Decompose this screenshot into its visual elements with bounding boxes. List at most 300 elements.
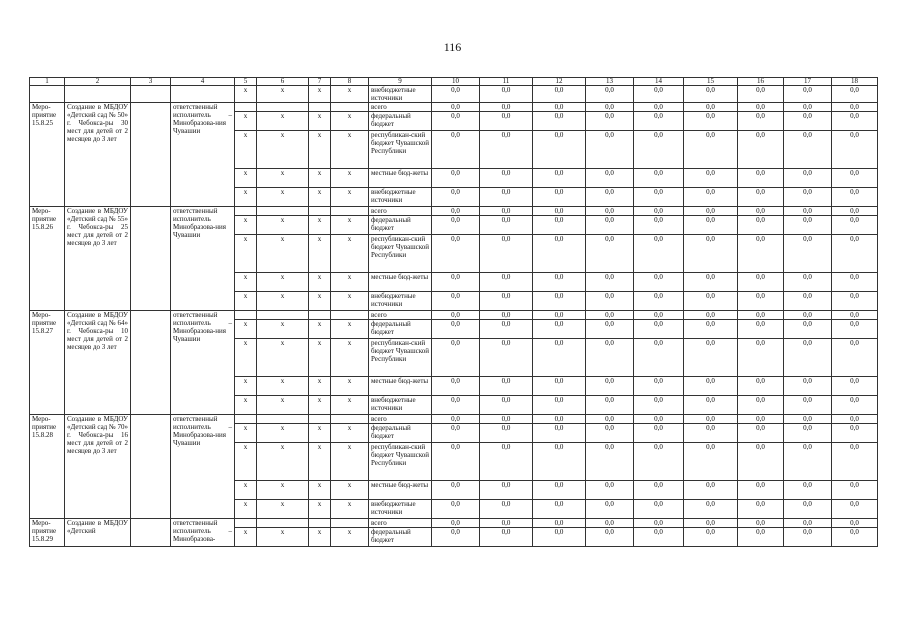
amount-cell: 0,0 bbox=[533, 292, 586, 311]
amount-cell: 0,0 bbox=[784, 377, 832, 396]
measure-id: Меро-приятие 15.8.27 bbox=[30, 311, 65, 415]
amount-cell: 0,0 bbox=[684, 481, 738, 500]
amount-cell: 0,0 bbox=[784, 320, 832, 339]
source-label: федеральный бюджет bbox=[369, 424, 432, 443]
header-cell: 3 bbox=[131, 78, 171, 86]
amount-cell: 0,0 bbox=[480, 311, 533, 320]
amount-cell: 0,0 bbox=[480, 481, 533, 500]
amount-cell: 0,0 bbox=[684, 169, 738, 188]
x-cell: x bbox=[235, 481, 257, 500]
x-cell: x bbox=[257, 377, 309, 396]
empty-cell bbox=[131, 103, 171, 207]
header-cell: 16 bbox=[738, 78, 784, 86]
x-cell: x bbox=[257, 131, 309, 169]
amount-cell: 0,0 bbox=[480, 273, 533, 292]
measure-executor: ответственный исполнитель – Минобразова-ния Чувашии bbox=[171, 415, 235, 519]
x-cell: x bbox=[257, 273, 309, 292]
x-cell: x bbox=[235, 131, 257, 169]
amount-cell: 0,0 bbox=[634, 169, 684, 188]
amount-cell: 0,0 bbox=[684, 273, 738, 292]
amount-cell: 0,0 bbox=[738, 528, 784, 547]
amount-cell: 0,0 bbox=[634, 415, 684, 424]
amount-cell: 0,0 bbox=[832, 500, 878, 519]
amount-cell: 0,0 bbox=[738, 188, 784, 207]
x-cell: x bbox=[331, 86, 369, 103]
amount-cell: 0,0 bbox=[533, 519, 586, 528]
amount-cell: 0,0 bbox=[684, 443, 738, 481]
measure-id: Меро-приятие 15.8.25 bbox=[30, 103, 65, 207]
source-label: всего bbox=[369, 519, 432, 528]
amount-cell: 0,0 bbox=[432, 311, 480, 320]
amount-cell: 0,0 bbox=[784, 519, 832, 528]
amount-cell: 0,0 bbox=[586, 235, 634, 273]
amount-cell: 0,0 bbox=[480, 320, 533, 339]
amount-cell: 0,0 bbox=[586, 207, 634, 216]
amount-cell: 0,0 bbox=[832, 131, 878, 169]
amount-cell: 0,0 bbox=[832, 377, 878, 396]
amount-cell: 0,0 bbox=[634, 443, 684, 481]
amount-cell: 0,0 bbox=[480, 519, 533, 528]
source-label: федеральный бюджет bbox=[369, 528, 432, 547]
amount-cell: 0,0 bbox=[432, 273, 480, 292]
amount-cell: 0,0 bbox=[533, 207, 586, 216]
amount-cell: 0,0 bbox=[533, 169, 586, 188]
amount-cell: 0,0 bbox=[738, 169, 784, 188]
x-cell: x bbox=[309, 528, 331, 547]
source-label: всего bbox=[369, 207, 432, 216]
header-cell: 11 bbox=[480, 78, 533, 86]
source-label: местные бюд-жеты bbox=[369, 169, 432, 188]
amount-cell: 0,0 bbox=[832, 481, 878, 500]
amount-cell: 0,0 bbox=[533, 339, 586, 377]
amount-cell: 0,0 bbox=[432, 169, 480, 188]
x-cell: x bbox=[257, 169, 309, 188]
source-label: местные бюд-жеты bbox=[369, 273, 432, 292]
amount-cell: 0,0 bbox=[432, 528, 480, 547]
x-cell: x bbox=[331, 273, 369, 292]
measure-executor: ответственный исполнитель – Минобразова- bbox=[171, 519, 235, 547]
amount-cell: 0,0 bbox=[586, 528, 634, 547]
source-label: федеральный бюджет bbox=[369, 320, 432, 339]
source-label: всего bbox=[369, 311, 432, 320]
empty-cell bbox=[235, 519, 257, 528]
amount-cell: 0,0 bbox=[634, 292, 684, 311]
amount-cell: 0,0 bbox=[738, 519, 784, 528]
amount-cell: 0,0 bbox=[738, 216, 784, 235]
amount-cell: 0,0 bbox=[738, 443, 784, 481]
empty-cell bbox=[131, 207, 171, 311]
table-row bbox=[30, 103, 878, 112]
amount-cell: 0,0 bbox=[684, 131, 738, 169]
measure-title: Создание в МБДОУ «Детский сад № 64» г. Чебокса-ры 10 мест для детей от 2 месяцев до 3 лет bbox=[65, 311, 131, 415]
x-cell: x bbox=[235, 396, 257, 415]
amount-cell: 0,0 bbox=[586, 424, 634, 443]
header-cell: 10 bbox=[432, 78, 480, 86]
source-label: республикан-ский бюджет Чувашской Республики bbox=[369, 131, 432, 169]
amount-cell: 0,0 bbox=[684, 415, 738, 424]
amount-cell: 0,0 bbox=[684, 86, 738, 103]
x-cell: x bbox=[309, 86, 331, 103]
amount-cell: 0,0 bbox=[784, 292, 832, 311]
amount-cell: 0,0 bbox=[533, 273, 586, 292]
amount-cell: 0,0 bbox=[684, 500, 738, 519]
empty-cell bbox=[331, 415, 369, 424]
amount-cell: 0,0 bbox=[832, 207, 878, 216]
x-cell: x bbox=[331, 481, 369, 500]
amount-cell: 0,0 bbox=[432, 103, 480, 112]
x-cell: x bbox=[309, 292, 331, 311]
x-cell: x bbox=[309, 273, 331, 292]
amount-cell: 0,0 bbox=[634, 112, 684, 131]
measure-executor: ответственный исполнитель – Минобразова-ния Чувашии bbox=[171, 311, 235, 415]
empty-cell bbox=[257, 103, 309, 112]
amount-cell: 0,0 bbox=[586, 86, 634, 103]
amount-cell: 0,0 bbox=[684, 292, 738, 311]
x-cell: x bbox=[257, 112, 309, 131]
empty-cell bbox=[331, 519, 369, 528]
x-cell: x bbox=[331, 188, 369, 207]
amount-cell: 0,0 bbox=[533, 188, 586, 207]
amount-cell: 0,0 bbox=[432, 235, 480, 273]
amount-cell: 0,0 bbox=[533, 377, 586, 396]
amount-cell: 0,0 bbox=[533, 528, 586, 547]
measure-title: Создание в МБДОУ «Детский сад № 50» г. Чебокса-ры 30 мест для детей от 2 месяцев до 3 лет bbox=[65, 103, 131, 207]
header-cell: 5 bbox=[235, 78, 257, 86]
amount-cell: 0,0 bbox=[684, 311, 738, 320]
amount-cell: 0,0 bbox=[533, 481, 586, 500]
x-cell: x bbox=[257, 396, 309, 415]
x-cell: x bbox=[331, 500, 369, 519]
amount-cell: 0,0 bbox=[684, 112, 738, 131]
amount-cell: 0,0 bbox=[634, 311, 684, 320]
amount-cell: 0,0 bbox=[684, 396, 738, 415]
amount-cell: 0,0 bbox=[432, 112, 480, 131]
amount-cell: 0,0 bbox=[832, 216, 878, 235]
x-cell: x bbox=[331, 216, 369, 235]
amount-cell: 0,0 bbox=[634, 188, 684, 207]
x-cell: x bbox=[309, 216, 331, 235]
x-cell: x bbox=[235, 320, 257, 339]
amount-cell: 0,0 bbox=[432, 500, 480, 519]
amount-cell: 0,0 bbox=[684, 339, 738, 377]
amount-cell: 0,0 bbox=[832, 424, 878, 443]
x-cell: x bbox=[331, 292, 369, 311]
amount-cell: 0,0 bbox=[533, 396, 586, 415]
x-cell: x bbox=[235, 292, 257, 311]
empty-cell bbox=[131, 415, 171, 519]
amount-cell: 0,0 bbox=[586, 396, 634, 415]
amount-cell: 0,0 bbox=[432, 207, 480, 216]
table-row bbox=[30, 519, 878, 528]
amount-cell: 0,0 bbox=[684, 424, 738, 443]
amount-cell: 0,0 bbox=[480, 207, 533, 216]
x-cell: x bbox=[235, 443, 257, 481]
header-cell: 13 bbox=[586, 78, 634, 86]
source-label: внебюджетные источники bbox=[369, 292, 432, 311]
amount-cell: 0,0 bbox=[432, 424, 480, 443]
amount-cell: 0,0 bbox=[784, 311, 832, 320]
amount-cell: 0,0 bbox=[586, 188, 634, 207]
x-cell: x bbox=[309, 235, 331, 273]
x-cell: x bbox=[235, 339, 257, 377]
amount-cell: 0,0 bbox=[634, 481, 684, 500]
amount-cell: 0,0 bbox=[738, 415, 784, 424]
amount-cell: 0,0 bbox=[634, 377, 684, 396]
amount-cell: 0,0 bbox=[432, 443, 480, 481]
x-cell: x bbox=[309, 169, 331, 188]
x-cell: x bbox=[331, 424, 369, 443]
amount-cell: 0,0 bbox=[480, 86, 533, 103]
amount-cell: 0,0 bbox=[480, 339, 533, 377]
amount-cell: 0,0 bbox=[784, 131, 832, 169]
measure-id: Меро-приятие 15.8.28 bbox=[30, 415, 65, 519]
empty-cell bbox=[171, 86, 235, 103]
x-cell: x bbox=[235, 112, 257, 131]
amount-cell: 0,0 bbox=[634, 320, 684, 339]
amount-cell: 0,0 bbox=[432, 188, 480, 207]
x-cell: x bbox=[309, 443, 331, 481]
amount-cell: 0,0 bbox=[684, 320, 738, 339]
amount-cell: 0,0 bbox=[480, 188, 533, 207]
empty-cell bbox=[30, 86, 65, 103]
amount-cell: 0,0 bbox=[432, 377, 480, 396]
amount-cell: 0,0 bbox=[738, 86, 784, 103]
header-cell: 7 bbox=[309, 78, 331, 86]
empty-cell bbox=[257, 311, 309, 320]
amount-cell: 0,0 bbox=[832, 169, 878, 188]
amount-cell: 0,0 bbox=[684, 103, 738, 112]
amount-cell: 0,0 bbox=[784, 396, 832, 415]
amount-cell: 0,0 bbox=[784, 443, 832, 481]
amount-cell: 0,0 bbox=[634, 528, 684, 547]
amount-cell: 0,0 bbox=[738, 131, 784, 169]
x-cell: x bbox=[331, 377, 369, 396]
amount-cell: 0,0 bbox=[684, 235, 738, 273]
x-cell: x bbox=[235, 528, 257, 547]
amount-cell: 0,0 bbox=[738, 103, 784, 112]
x-cell: x bbox=[257, 235, 309, 273]
amount-cell: 0,0 bbox=[738, 311, 784, 320]
header-cell: 14 bbox=[634, 78, 684, 86]
amount-cell: 0,0 bbox=[738, 292, 784, 311]
amount-cell: 0,0 bbox=[634, 207, 684, 216]
amount-cell: 0,0 bbox=[684, 188, 738, 207]
amount-cell: 0,0 bbox=[432, 519, 480, 528]
header-cell: 18 bbox=[832, 78, 878, 86]
measure-title: Создание в МБДОУ «Детский сад № 55» г. Чебокса-ры 25 мест для детей от 2 месяцев до 3 лет bbox=[65, 207, 131, 311]
amount-cell: 0,0 bbox=[832, 528, 878, 547]
empty-cell bbox=[331, 311, 369, 320]
x-cell: x bbox=[235, 86, 257, 103]
amount-cell: 0,0 bbox=[684, 377, 738, 396]
x-cell: x bbox=[257, 500, 309, 519]
empty-cell bbox=[257, 207, 309, 216]
amount-cell: 0,0 bbox=[586, 443, 634, 481]
empty-cell bbox=[257, 415, 309, 424]
x-cell: x bbox=[309, 500, 331, 519]
amount-cell: 0,0 bbox=[480, 443, 533, 481]
amount-cell: 0,0 bbox=[533, 320, 586, 339]
amount-cell: 0,0 bbox=[784, 500, 832, 519]
measure-id: Меро-приятие 15.8.29 bbox=[30, 519, 65, 547]
header-cell: 15 bbox=[684, 78, 738, 86]
amount-cell: 0,0 bbox=[832, 320, 878, 339]
amount-cell: 0,0 bbox=[533, 500, 586, 519]
empty-cell bbox=[309, 103, 331, 112]
amount-cell: 0,0 bbox=[432, 131, 480, 169]
x-cell: x bbox=[331, 396, 369, 415]
amount-cell: 0,0 bbox=[784, 86, 832, 103]
amount-cell: 0,0 bbox=[586, 500, 634, 519]
x-cell: x bbox=[235, 169, 257, 188]
amount-cell: 0,0 bbox=[832, 311, 878, 320]
header-cell: 17 bbox=[784, 78, 832, 86]
amount-cell: 0,0 bbox=[784, 415, 832, 424]
x-cell: x bbox=[235, 188, 257, 207]
amount-cell: 0,0 bbox=[533, 311, 586, 320]
amount-cell: 0,0 bbox=[480, 377, 533, 396]
x-cell: x bbox=[331, 131, 369, 169]
amount-cell: 0,0 bbox=[784, 169, 832, 188]
amount-cell: 0,0 bbox=[832, 103, 878, 112]
amount-cell: 0,0 bbox=[586, 273, 634, 292]
amount-cell: 0,0 bbox=[832, 273, 878, 292]
table-row bbox=[30, 207, 878, 216]
empty-cell bbox=[309, 415, 331, 424]
amount-cell: 0,0 bbox=[738, 377, 784, 396]
x-cell: x bbox=[331, 235, 369, 273]
x-cell: x bbox=[257, 481, 309, 500]
empty-cell bbox=[331, 103, 369, 112]
source-label: местные бюд-жеты bbox=[369, 377, 432, 396]
amount-cell: 0,0 bbox=[533, 424, 586, 443]
source-label: федеральный бюджет bbox=[369, 112, 432, 131]
empty-cell bbox=[131, 519, 171, 547]
amount-cell: 0,0 bbox=[784, 481, 832, 500]
amount-cell: 0,0 bbox=[480, 396, 533, 415]
x-cell: x bbox=[331, 320, 369, 339]
table-row bbox=[30, 415, 878, 424]
x-cell: x bbox=[257, 424, 309, 443]
x-cell: x bbox=[309, 481, 331, 500]
amount-cell: 0,0 bbox=[832, 86, 878, 103]
amount-cell: 0,0 bbox=[432, 481, 480, 500]
x-cell: x bbox=[257, 86, 309, 103]
amount-cell: 0,0 bbox=[586, 216, 634, 235]
empty-cell bbox=[131, 86, 171, 103]
amount-cell: 0,0 bbox=[738, 339, 784, 377]
amount-cell: 0,0 bbox=[480, 424, 533, 443]
amount-cell: 0,0 bbox=[480, 131, 533, 169]
amount-cell: 0,0 bbox=[480, 169, 533, 188]
amount-cell: 0,0 bbox=[832, 396, 878, 415]
x-cell: x bbox=[235, 424, 257, 443]
amount-cell: 0,0 bbox=[586, 103, 634, 112]
amount-cell: 0,0 bbox=[634, 86, 684, 103]
empty-cell bbox=[235, 207, 257, 216]
x-cell: x bbox=[331, 112, 369, 131]
amount-cell: 0,0 bbox=[480, 235, 533, 273]
amount-cell: 0,0 bbox=[634, 339, 684, 377]
amount-cell: 0,0 bbox=[432, 415, 480, 424]
empty-cell bbox=[65, 86, 131, 103]
amount-cell: 0,0 bbox=[634, 131, 684, 169]
amount-cell: 0,0 bbox=[432, 86, 480, 103]
amount-cell: 0,0 bbox=[684, 519, 738, 528]
amount-cell: 0,0 bbox=[480, 216, 533, 235]
amount-cell: 0,0 bbox=[432, 292, 480, 311]
empty-cell bbox=[235, 311, 257, 320]
source-label: республикан-ский бюджет Чувашской Республики bbox=[369, 235, 432, 273]
amount-cell: 0,0 bbox=[586, 377, 634, 396]
source-label: всего bbox=[369, 103, 432, 112]
amount-cell: 0,0 bbox=[684, 528, 738, 547]
amount-cell: 0,0 bbox=[480, 500, 533, 519]
amount-cell: 0,0 bbox=[533, 443, 586, 481]
amount-cell: 0,0 bbox=[480, 415, 533, 424]
amount-cell: 0,0 bbox=[832, 112, 878, 131]
x-cell: x bbox=[309, 131, 331, 169]
amount-cell: 0,0 bbox=[533, 86, 586, 103]
amount-cell: 0,0 bbox=[784, 273, 832, 292]
x-cell: x bbox=[257, 528, 309, 547]
amount-cell: 0,0 bbox=[738, 481, 784, 500]
amount-cell: 0,0 bbox=[533, 235, 586, 273]
source-label: внебюджетные источники bbox=[369, 396, 432, 415]
amount-cell: 0,0 bbox=[832, 292, 878, 311]
amount-cell: 0,0 bbox=[634, 235, 684, 273]
amount-cell: 0,0 bbox=[784, 424, 832, 443]
x-cell: x bbox=[235, 235, 257, 273]
page-number: 116 bbox=[443, 40, 462, 54]
source-label: республикан-ский бюджет Чувашской Республики bbox=[369, 339, 432, 377]
amount-cell: 0,0 bbox=[738, 112, 784, 131]
source-label: внебюджетные источники bbox=[369, 188, 432, 207]
x-cell: x bbox=[309, 112, 331, 131]
amount-cell: 0,0 bbox=[432, 396, 480, 415]
header-cell: 12 bbox=[533, 78, 586, 86]
amount-cell: 0,0 bbox=[480, 292, 533, 311]
amount-cell: 0,0 bbox=[432, 320, 480, 339]
amount-cell: 0,0 bbox=[586, 169, 634, 188]
amount-cell: 0,0 bbox=[784, 207, 832, 216]
amount-cell: 0,0 bbox=[738, 424, 784, 443]
amount-cell: 0,0 bbox=[586, 320, 634, 339]
empty-cell bbox=[131, 311, 171, 415]
amount-cell: 0,0 bbox=[784, 188, 832, 207]
amount-cell: 0,0 bbox=[738, 273, 784, 292]
amount-cell: 0,0 bbox=[784, 112, 832, 131]
amount-cell: 0,0 bbox=[738, 396, 784, 415]
amount-cell: 0,0 bbox=[784, 235, 832, 273]
measure-executor: ответственный исполнитель – Минобразова-ния Чувашии bbox=[171, 103, 235, 207]
amount-cell: 0,0 bbox=[586, 292, 634, 311]
amount-cell: 0,0 bbox=[832, 519, 878, 528]
amount-cell: 0,0 bbox=[738, 207, 784, 216]
amount-cell: 0,0 bbox=[480, 103, 533, 112]
x-cell: x bbox=[235, 273, 257, 292]
source-label: федеральный бюджет bbox=[369, 216, 432, 235]
amount-cell: 0,0 bbox=[533, 216, 586, 235]
amount-cell: 0,0 bbox=[738, 500, 784, 519]
header-cell: 8 bbox=[331, 78, 369, 86]
x-cell: x bbox=[331, 339, 369, 377]
amount-cell: 0,0 bbox=[533, 103, 586, 112]
x-cell: x bbox=[309, 396, 331, 415]
budget-table bbox=[29, 77, 878, 547]
x-cell: x bbox=[257, 292, 309, 311]
source-label: республикан-ский бюджет Чувашской Республики bbox=[369, 443, 432, 481]
